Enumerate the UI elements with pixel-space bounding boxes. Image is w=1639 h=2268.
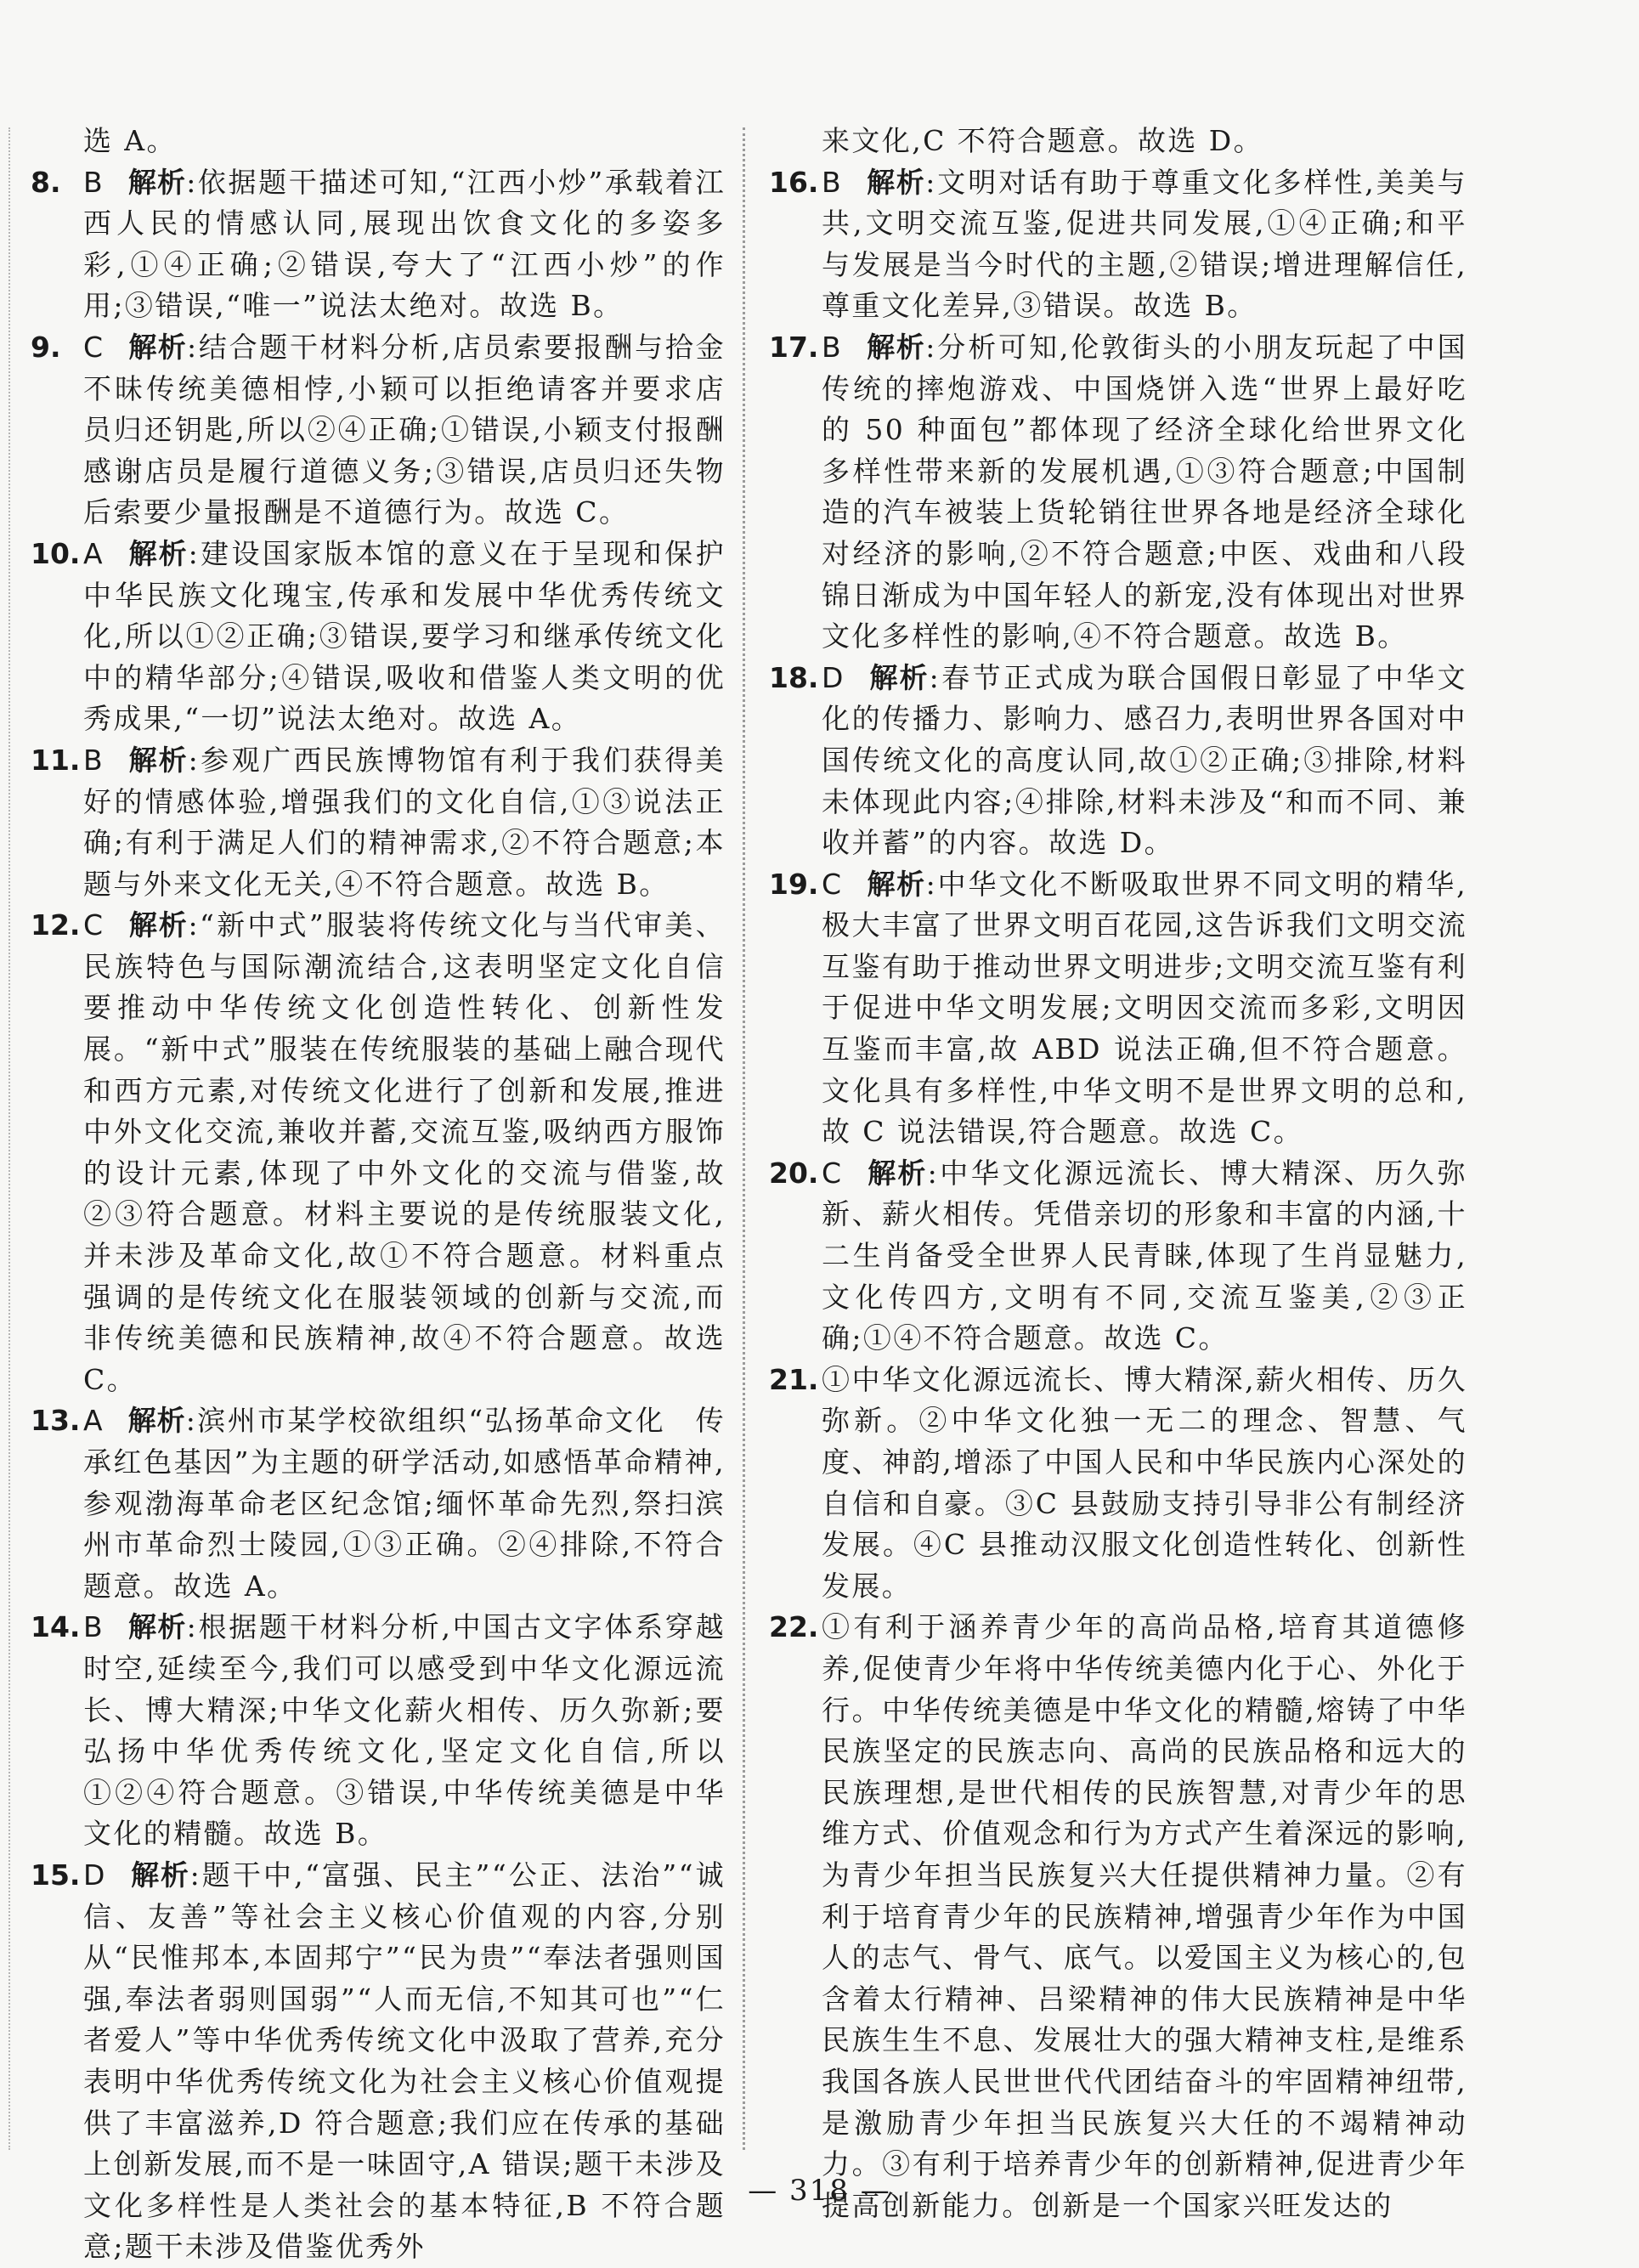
answer-letter: B <box>83 743 103 777</box>
question-number: 10. <box>31 536 81 570</box>
answer-item <box>31 1607 726 1855</box>
answer-letter: C <box>822 867 842 901</box>
question-number: 8. <box>31 165 61 199</box>
question-number: 15. <box>31 1858 81 1892</box>
explanation-text: :结合题干材料分析,店员索要报酬与拾金不昧传统美德相悖,小颖可以拒绝请客并要求店员归还钥匙,所以②④正确;①错误,小颖支付报酬感谢店员是履行道德义务;③错误,店员归还失物后索要少量报酬是不道德行为。故选 C。 <box>83 330 726 529</box>
analysis-label: 解析 <box>867 1156 928 1190</box>
analysis-label: 解析 <box>127 165 187 199</box>
question-number: 11. <box>31 743 81 777</box>
analysis-label: 解析 <box>127 743 189 777</box>
explanation-text: :根据题干材料分析,中国古文字体系穿越时空,延续至今,我们可以感受到中华文化源远流长、博大精深;中华文化薪火相传、历久弥新;要弘扬中华优秀传统文化,坚定文化自信,所以①②④符合题意。③错误,中华传统美德是中华文化的精髓。故选 B。 <box>83 1610 726 1851</box>
question-number: 22. <box>769 1610 819 1644</box>
answer-item <box>31 905 726 1400</box>
explanation-text: :滨州市某学校欲组织“弘扬革命文化 传承红色基因”为主题的研学活动,如感悟革命精神,参观渤海革命老区纪念馆;缅怀革命先烈,祭扫滨州市革命烈士陵园,①③正确。②④排除,不符合题意。故选 A。 <box>83 1404 726 1603</box>
answer-item <box>31 327 726 534</box>
explanation-text: :文明对话有助于尊重文化多样性,美美与共,文明交流互鉴,促进共同发展,①④正确;和平与发展是当今时代的主题,②错误;增进理解信任,尊重文化差异,③错误。故选 B。 <box>822 165 1467 323</box>
explanation-text: :中华文化不断吸取世界不同文明的精华,极大丰富了世界文明百花园,这告诉我们文明交流互鉴有助于推动世界文明进步;文明交流互鉴有利于促进中华文明发展;文明因交流而多彩,文明因互鉴而丰富,故 ABD 说法正确,但不符合题意。文化具有多样性,中华文明不是世界文明的总和,故 C 说法错误,符合题意。故选 C。 <box>822 867 1468 1149</box>
answer-item <box>769 658 1467 864</box>
analysis-label: 解析 <box>127 536 189 570</box>
left-column <box>31 121 726 2268</box>
continued-text: 来文化,C 不符合题意。故选 D。 <box>822 124 1263 157</box>
analysis-label: 解析 <box>866 330 926 364</box>
answer-item <box>769 1360 1467 1608</box>
question-number: 13. <box>31 1404 81 1438</box>
answer-item <box>31 740 726 905</box>
question-number: 9. <box>31 330 61 364</box>
explanation-text: :中华文化源远流长、博大精深、历久弥新、薪火相传。凭借亲切的形象和丰富的内涵,十二生肖备受全世界人民青睐,体现了生肖显魅力,文化传四方,文明有不同,交流互鉴美,②③正确;①④不符合题意。故选 C。 <box>822 1156 1467 1355</box>
right-column <box>769 121 1467 2226</box>
analysis-label: 解析 <box>128 908 189 942</box>
answer-item <box>769 1153 1467 1360</box>
question-number: 18. <box>769 660 819 694</box>
answer-item <box>769 327 1467 658</box>
answer-letter: C <box>83 330 104 364</box>
question-number: 16. <box>769 165 819 199</box>
answer-letter: B <box>822 330 841 364</box>
answer-letter: D <box>83 1858 105 1892</box>
analysis-label: 解析 <box>867 867 926 901</box>
answer-item <box>769 1607 1467 2226</box>
explanation-text: :题干中,“富强、民主”“公正、法治”“诚信、友善”等社会主义核心价值观的内容,分别从“民惟邦本,本固邦宁”“民为贵”“奉法者强则国强,奉法者弱则国弱”“人而无信,不知其可也”“仁者爱人”等中华优秀传统文化中汲取了营养,充分表明中华优秀传统文化为社会主义核心价值观提供了丰富滋养,D 符合题意;我们应在传承的基础上创新发展,而不是一味固守,A 错误;题干未涉及文化多样性是人类社会的基本特征,B 不符合题意;题干未涉及借鉴优秀外 <box>83 1858 726 2264</box>
answer-list-left <box>31 162 726 2268</box>
answer-item <box>769 864 1467 1153</box>
question-number: 21. <box>769 1362 819 1396</box>
answer-letter: B <box>83 1610 103 1644</box>
explanation-text: :“新中式”服装将传统文化与当代审美、民族特色与国际潮流结合,这表明坚定文化自信要推动中华传统文化创造性转化、创新性发展。“新中式”服装在传统服装的基础上融合现代和西方元素,对传统文化进行了创新和发展,推进中外文化交流,兼收并蓄,交流互鉴,吸纳西方服饰的设计元素,体现了中外文化的交流与借鉴,故②③符合题意。材料主要说的是传统服装文化,并未涉及革命文化,故①不符合题意。材料重点强调的是传统文化在服装领域的创新与交流,而非传统美德和民族精神,故④不符合题意。故选 C。 <box>83 908 726 1396</box>
continued-text: 选 A。 <box>83 124 177 157</box>
question-number: 17. <box>769 330 819 364</box>
question-number: 19. <box>769 867 819 901</box>
explanation-text: :依据题干描述可知,“江西小炒”承载着江西人民的情感认同,展现出饮食文化的多姿多彩,①④正确;②错误,夸大了“江西小炒”的作用;③错误,“唯一”说法太绝对。故选 B。 <box>83 165 726 323</box>
answer-letter: A <box>83 536 103 570</box>
answer-item <box>769 162 1467 327</box>
explanation-text: :建设国家版本馆的意义在于呈现和保护中华民族文化瑰宝,传承和发展中华优秀传统文化,所以①②正确;③错误,要学习和继承传统文化中的精华部分;④错误,吸收和借鉴人类文明的优秀成果,“一切”说法太绝对。故选 A。 <box>83 536 726 736</box>
answer-item <box>31 534 726 740</box>
explanation-text: :分析可知,伦敦街头的小朋友玩起了中国传统的摔炮游戏、中国烧饼入选“世界上最好吃的 50 种面包”都体现了经济全球化给世界文化多样性带来新的发展机遇,①③符合题意;中国制造的汽车被装上货轮销往世界各地是经济全球化对经济的影响,②不符合题意;中医、戏曲和八段锦日渐成为中国年轻人的新宠,没有体现出对世界文化多样性的影响,④不符合题意。故选 B。 <box>822 330 1467 653</box>
answer-letter: B <box>822 165 841 199</box>
answer-letter: C <box>83 908 104 942</box>
answer-letter: D <box>822 660 844 694</box>
analysis-label: 解析 <box>128 330 188 364</box>
question-number: 14. <box>31 1610 81 1644</box>
left-margin-rule <box>8 127 10 2150</box>
analysis-label: 解析 <box>130 1858 190 1892</box>
answer-item <box>31 1400 726 1607</box>
answer-letter: C <box>822 1156 842 1190</box>
column-divider <box>743 127 745 2150</box>
question-number: 20. <box>769 1156 819 1190</box>
explanation-text: :参观广西民族博物馆有利于我们获得美好的情感体验,增强我们的文化自信,①③说法正确;有利于满足人们的精神需求,②不符合题意;本题与外来文化无关,④不符合题意。故选 B。 <box>83 743 726 901</box>
answer-letter: A <box>83 1404 103 1438</box>
analysis-label: 解析 <box>127 1610 187 1644</box>
explanation-text: :春节正式成为联合国假日彰显了中华文化的传播力、影响力、感召力,表明世界各国对中国传统文化的高度认同,故①②正确;③排除,材料未体现此内容;④排除,材料未涉及“和而不同、兼收并蓄”的内容。故选 D。 <box>822 660 1467 860</box>
answer-letter: B <box>83 165 103 199</box>
explanation-text: ①有利于涵养青少年的高尚品格,培育其道德修养,促使青少年将中华传统美德内化于心、外化于行。中华传统美德是中华文化的精髓,熔铸了中华民族坚定的民族志向、高尚的民族品格和远大的民族理想,是世代相传的民族智慧,对青少年的思维方式、价值观念和行为方式产生着深远的影响,为青少年担当民族复兴大任提供精神力量。②有利于培育青少年的民族精神,增强青少年作为中国人的志气、骨气、底气。以爱国主义为核心的,包含着太行精神、吕梁精神的伟大民族精神是中华民族生生不息、发展壮大的强大精神支柱,是维系我国各族人民世世代代团结奋斗的牢固精神纽带,是激励青少年担当民族复兴大任的不竭精神动力。③有利于培养青少年的创新精神,促进青少年提高创新能力。创新是一个国家兴旺发达的 <box>822 1610 1467 2222</box>
page-number: — 318 — <box>748 2174 891 2208</box>
question-number: 12. <box>31 908 81 942</box>
explanation-text: ①中华文化源远流长、博大精深,薪火相传、历久弥新。②中华文化独一无二的理念、智慧、气度、神韵,增添了中国人民和中华民族内心深处的自信和自豪。③C 县鼓励支持引导非公有制经济发展。④C 县推动汉服文化创造性转化、创新性发展。 <box>822 1362 1467 1603</box>
answer-list-right <box>769 162 1467 2227</box>
analysis-label: 解析 <box>866 165 926 199</box>
answer-item <box>31 162 726 327</box>
analysis-label: 解析 <box>868 660 930 694</box>
analysis-label: 解析 <box>127 1404 186 1438</box>
